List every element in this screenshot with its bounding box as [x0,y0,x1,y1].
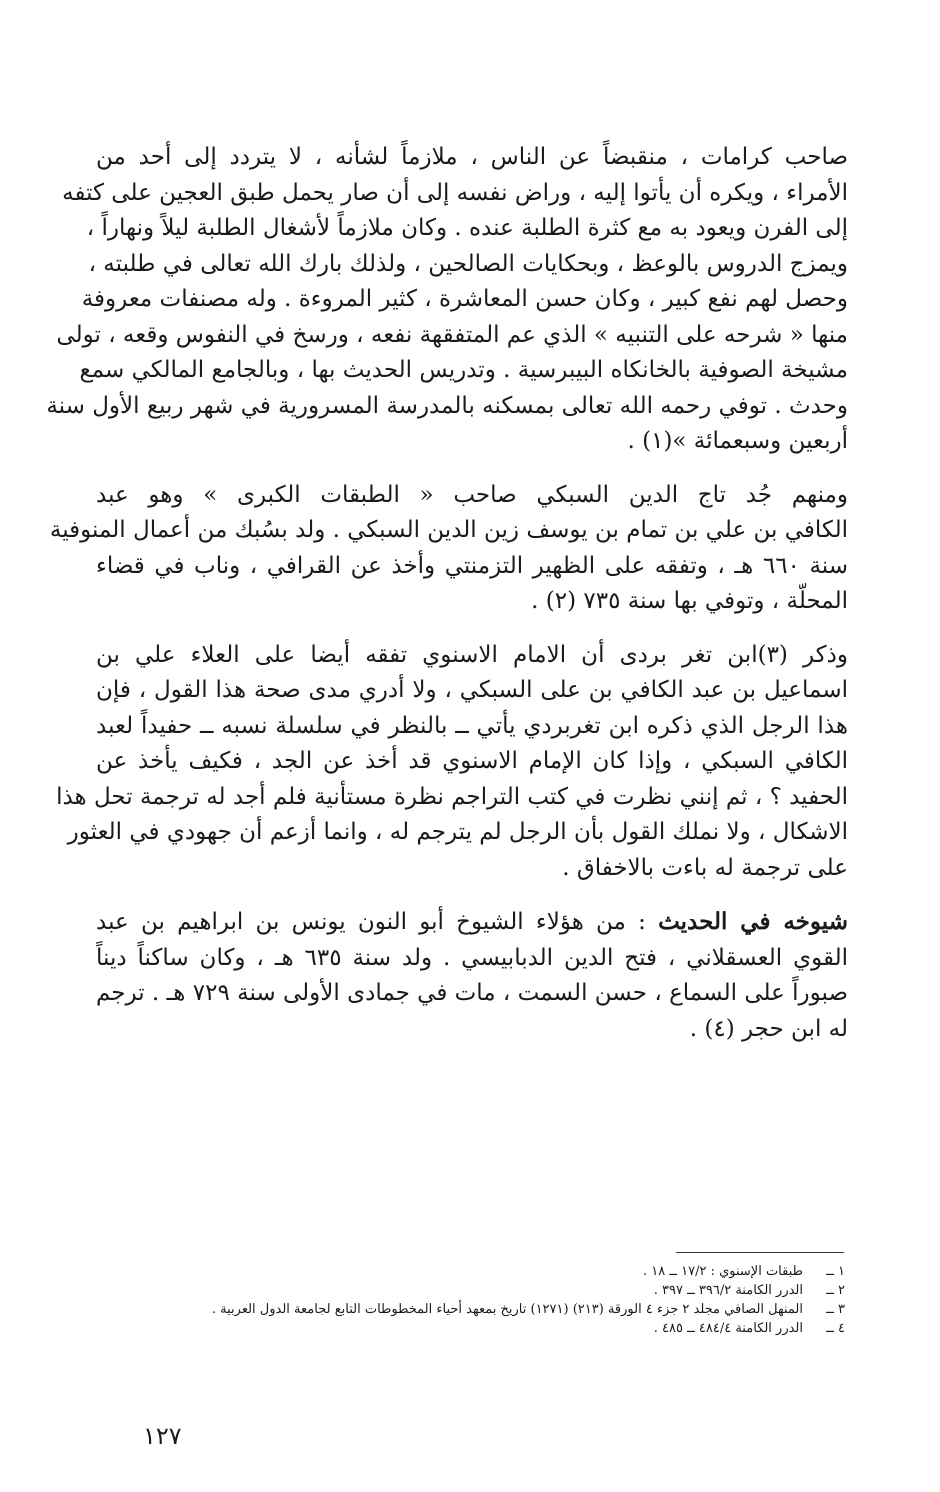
text-line: إلى الفرن ويعود به مع كثرة الطلبة عنده . وكان ملازماً لأشغال الطلبة ليلاً ونهاراً ، [86,215,848,241]
text-line: القوي العسقلاني ، فتح الدين الدبابيسي . ولد سنة ٦٣٥ هـ ، وكان ساكناً ديناً [96,944,848,971]
footnote-text: الدرر الكامنة ٤٨٤/٤ ــ ٤٨٥ . [653,1321,803,1336]
text-line: على ترجمة له باءت بالاخفاق . [562,854,848,881]
footnote-divider [676,1252,844,1253]
text-line: أربعين وسبعمائة »(١) . [627,428,848,454]
footnote [140,1262,845,1281]
footnote-number: ٣ ــ [826,1302,845,1317]
footnotes [140,1262,845,1338]
page-body [46,140,849,1047]
footnote [140,1281,845,1300]
page-number: ١٢٧ [143,1422,182,1450]
text-line: وحصل لهم نفع كبير ، وكان حسن المعاشرة ، كثير المروءة . وله مصنفات معروفة [81,286,848,312]
footnote-number: ٢ ــ [826,1283,845,1298]
text-line: وحدث . توفي رحمه الله تعالى بمسكنه بالمدرسة المسرورية في شهر ربيع الأول سنة [46,392,848,419]
text-line: سنة ٦٦٠ هـ ، وتفقه على الظهير التزمنتي وأخذ عن القرافي ، وناب في قضاء [96,552,849,579]
text-line: اسماعيل بن عبد الكافي بن على السبكي ، ولا أدري مدى صحة هذا القول ، فإن [96,677,848,703]
text-line: وذكر (٣)ابن تغر بردى أن الامام الاسنوي تفقه أيضا على العلاء علي بن [96,641,848,668]
footnote-text: الدرر الكامنة ٣٩٦/٢ ــ ٣٩٧ . [653,1283,803,1298]
text-line: صاحب كرامات ، منقبضاً عن الناس ، ملازماً لشأنه ، لا يتردد إلى أحد من [96,144,848,170]
text-line: له ابن حجر (٤) . [689,1015,848,1042]
footnote-number: ٤ ــ [826,1321,845,1336]
text-line [96,904,848,941]
text-line: الكافي بن علي بن تمام بن يوسف زين الدين السبكي . ولد بسُبك من أعمال المنوفية [49,517,848,543]
footnote-text: طبقات الإسنوي : ١٧/٢ ــ ١٨ . [642,1264,803,1279]
text-line: الكافي السبكي ، وإذا كان الإمام الاسنوي قد أخذ عن الجد ، فكيف يأخذ عن [96,748,848,774]
text-line: منها « شرحه على التنبيه » الذي عم المتفقهة نفعه ، ورسخ في النفوس وقعه ، تولى [56,321,848,348]
text-line: الاشكال ، ولا نملك القول بأن الرجل لم يترجم له ، وانما أزعم أن جهودي في العثور [67,819,848,845]
footnote-number: ١ ــ [826,1264,845,1279]
footnote [140,1300,845,1319]
paragraph-1 [46,140,848,460]
paragraph-2 [49,478,849,620]
text-line: ومنهم جُد تاج الدين السبكي صاحب « الطبقات الكبرى » وهو عبد [96,481,848,508]
text-line: هذا الرجل الذي ذكره ابن تغربردي يأتي ــ بالنظر في سلسلة نسبه ــ حفيداً لعبد [96,712,848,739]
text-line: الحفيد ؟ ، ثم إنني نظرت في كتب التراجم نظرة مستأنية فلم أجد له ترجمة تحل هذا [56,783,848,810]
text-line: المحلّة ، وتوفي بها سنة ٧٣٥ (٢) . [531,588,848,614]
text-line: ويمزج الدروس بالوعظ ، وبحكايات الصالحين ، ولذلك بارك الله تعالى في طلبته ، [88,250,848,277]
paragraph-4 [96,904,848,1047]
text-line: الأمراء ، ويكره أن يأتوا إليه ، وراض نفسه إلى أن صار يحمل طبق العجين على كتفه [62,179,848,206]
footnote-text: المنهل الصافي مجلد ٢ جزء ٤ الورقة (٢١٣) (١٢٧١) تاريخ بمعهد أحياء المخطوطات التابع لجامعة الدول العربية . [211,1302,803,1317]
text-line: صبوراً على السماع ، حسن السمت ، مات في جمادى الأولى سنة ٧٢٩ هـ . ترجم [96,980,848,1006]
footnote [140,1319,845,1338]
text-line-rest: : من هؤلاء الشيوخ أبو النون يونس بن ابراهيم بن عبد [96,909,659,935]
text-line: مشيخة الصوفية بالخانكاه البيبرسية . وتدريس الحديث بها ، وبالجامع المالكي سمع [79,357,848,383]
paragraph-3 [56,638,848,887]
section-heading: شيوخه في الحديث [658,908,848,935]
